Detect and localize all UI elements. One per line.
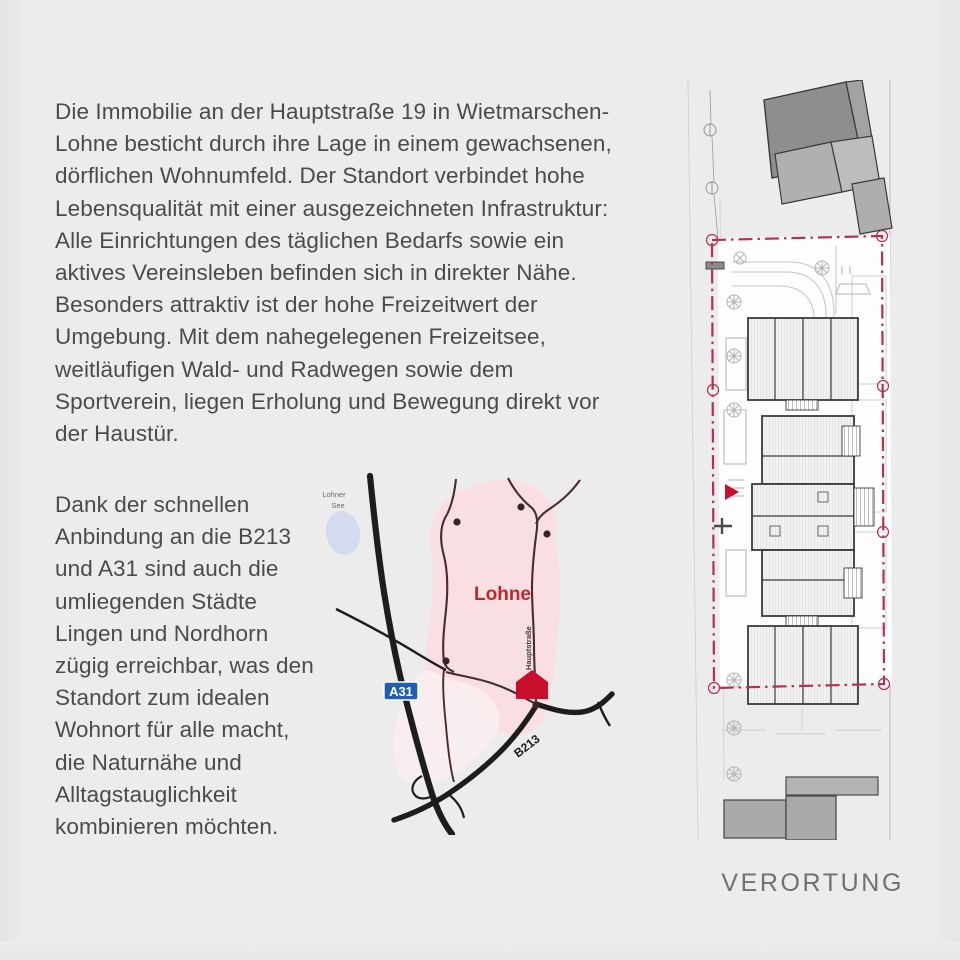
lake-label-line2: See <box>331 501 345 510</box>
building-south <box>748 626 858 704</box>
site-plan <box>676 80 938 840</box>
junction-dot <box>532 701 539 708</box>
junction-dot <box>453 518 460 525</box>
neighbour-buildings-south <box>724 777 878 840</box>
street-label: Hauptstraße <box>524 626 533 670</box>
junction-dot <box>543 530 550 537</box>
page-edge-left-shading <box>0 0 26 960</box>
a31-badge-label: A31 <box>389 684 413 699</box>
description-paragraph-1: Die Immobilie an der Hauptstraße 19 in Wietmarschen-Lohne besticht durch ihre Lage in einem gewachsenen, dörflichen Wohnumfeld. Der Standort verbindet hohe Lebensqualität mit einer ausgezeichneten Infrastruktur: Alle Einrichtungen des täglichen Bedarfs sowie ein aktives Vereinsleben befinden sich in direkter Nähe. Besonders attraktiv ist der hohe Freizeitwert der Umgebung. Mit dem nahegelegenen Freizeitsee, weitläufigen Wald- und Radwegen sowie dem Sportverein, liegen Erholung und Bewegung direkt vor der Haustür. <box>55 99 612 447</box>
utility-box <box>706 262 724 269</box>
motorway-ramp <box>448 794 464 818</box>
lake-shape <box>322 508 364 558</box>
b213-spur-north <box>598 702 610 726</box>
junction-dot <box>442 657 449 664</box>
building-middle-upper <box>762 416 860 484</box>
section-caption: VERORTUNG <box>721 869 904 897</box>
b213-label: B213 <box>511 731 543 761</box>
locator-map <box>322 470 628 835</box>
a31-badge <box>384 682 418 700</box>
junction-dot <box>517 503 524 510</box>
footpath-lines <box>722 708 882 734</box>
neighbour-buildings-north <box>764 80 892 234</box>
lake-label-line1: Lohner <box>322 490 346 499</box>
cadastral-markers <box>704 90 718 240</box>
building-middle-lower <box>762 550 862 626</box>
building-north <box>748 318 858 410</box>
page-edge-bottom-shading <box>0 942 960 960</box>
survey-guide-line <box>688 80 698 840</box>
description-paragraph-2: Dank der schnellen Anbindung an die B213 und A31 sind auch die umliegenden Städte Lingen und Nordhorn zügig erreichbar, was den Standort zum idealen Wohnort für alle macht, die Naturnähe und Alltagstauglichkeit kombinieren möchten. <box>55 492 314 840</box>
town-label: Lohne <box>474 584 531 605</box>
